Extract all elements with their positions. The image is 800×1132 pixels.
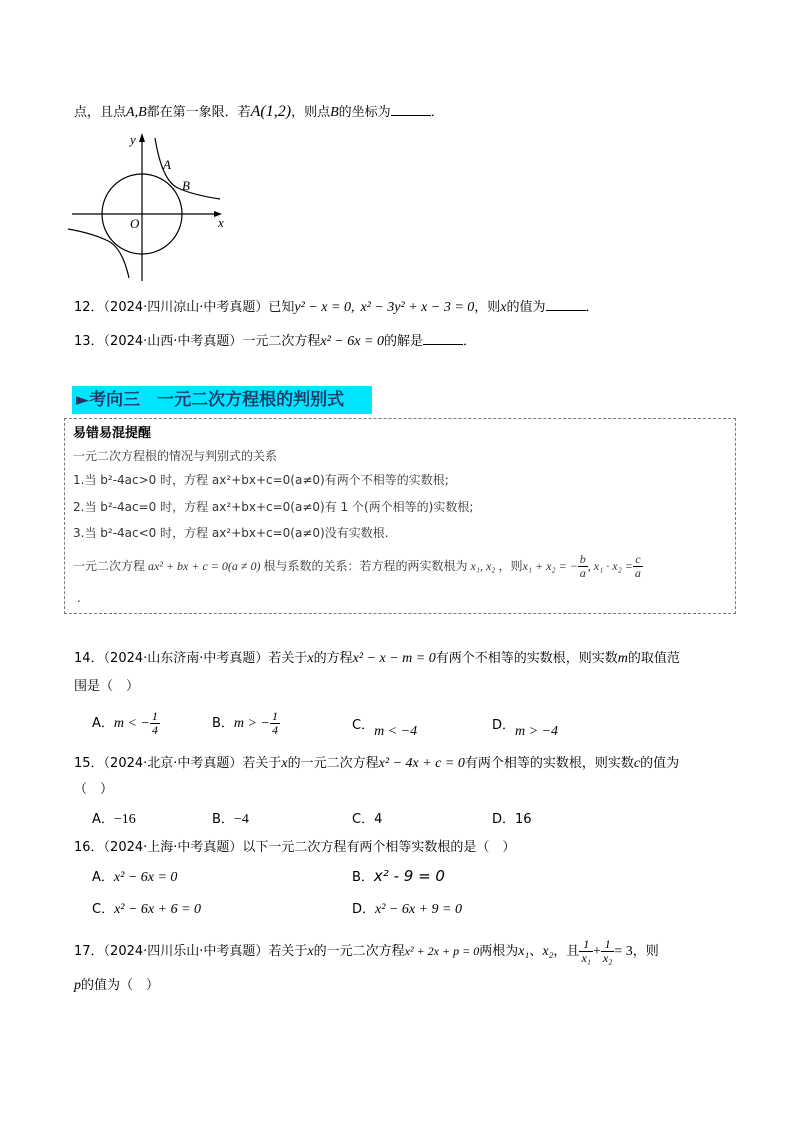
q13-eq: x² − 6x = 0 bbox=[320, 334, 384, 349]
q12-end: ． bbox=[585, 300, 599, 315]
option-label: C． bbox=[352, 718, 375, 733]
option-value: x² - 9 = 0 bbox=[373, 867, 445, 885]
frac-1-over-x1 bbox=[579, 938, 593, 965]
q14-eq: x² − x − m = 0 bbox=[352, 651, 436, 666]
frac-den: x₂ bbox=[602, 951, 613, 965]
q17-p: p bbox=[74, 978, 81, 993]
q17-number: 17． bbox=[74, 944, 104, 959]
option-value: m < −4 bbox=[374, 724, 418, 739]
warning-line4a: 一元二次方程 bbox=[73, 559, 146, 573]
q17-x1: x₁ bbox=[518, 944, 530, 959]
q16-option-c[interactable] bbox=[92, 898, 201, 918]
question-16 bbox=[74, 836, 515, 855]
q14-t4: 的取值范 bbox=[627, 651, 680, 666]
q16-option-a[interactable] bbox=[92, 866, 177, 886]
q11-ab: A,B bbox=[126, 105, 147, 120]
option-label: A． bbox=[92, 812, 114, 827]
q12-x: x bbox=[500, 300, 507, 315]
warning-line4b: 根与系数的关系：若方程的两实数根为 bbox=[263, 559, 468, 573]
warning-line4c: ，则 bbox=[498, 559, 523, 573]
frac-quarter bbox=[270, 710, 280, 737]
q14-t3: 有两个不相等的实数根，则实数 bbox=[435, 651, 618, 666]
q12-eq2: x² − 3y² + x − 3 = 0 bbox=[360, 300, 475, 315]
frac-a2: a bbox=[634, 566, 641, 580]
q16-t1: 以下一元二次方程有两个相等实数根的是（ ） bbox=[242, 840, 516, 855]
frac-1-over-x2 bbox=[601, 938, 615, 965]
warning-roots: x₁, x₂ bbox=[470, 559, 496, 573]
q12-t1: 已知 bbox=[268, 300, 295, 315]
q17-eq: x² + 2x + p = 0 bbox=[404, 944, 480, 958]
q11-t4: 的坐标为 bbox=[338, 105, 391, 120]
q14-option-d[interactable] bbox=[492, 714, 559, 739]
warning-line-3: 3.当 b²-4ac<0 时，方程 ax²+bx+c=0(a≠0)没有实数根. bbox=[73, 526, 389, 540]
q15-t3: 有两个相等的实数根，则实数 bbox=[464, 756, 634, 771]
q15-t2: 的一元二次方程 bbox=[287, 756, 379, 771]
option-label: B． bbox=[352, 870, 374, 885]
question-12 bbox=[74, 296, 599, 316]
q15-option-a[interactable] bbox=[92, 808, 136, 828]
q17-t3: 两根为 bbox=[479, 944, 519, 959]
q17-sep: 、 bbox=[529, 944, 543, 959]
q11-text bbox=[74, 101, 444, 121]
y-axis-arrow bbox=[139, 133, 145, 142]
q15-c: c bbox=[633, 756, 641, 771]
warning-heading: 易错易混提醒 bbox=[73, 426, 152, 441]
frac-den: 4 bbox=[151, 723, 158, 737]
q12-number: 12． bbox=[74, 300, 104, 315]
q14-line2: 围是（ ） bbox=[74, 679, 140, 694]
section-title: ►考向三 一元二次方程根的判别式 bbox=[72, 386, 372, 414]
option-value: m > − bbox=[233, 716, 270, 731]
question-17 bbox=[74, 938, 659, 965]
frac-num: 1 bbox=[271, 709, 278, 723]
option-label: A． bbox=[92, 716, 114, 731]
q11-t2: 都在第一象限．若 bbox=[146, 105, 251, 120]
q17-plus: + bbox=[592, 944, 601, 959]
option-value: −4 bbox=[233, 812, 249, 827]
frac-num: 1 bbox=[151, 709, 158, 723]
warning-line-2: 2.当 b²-4ac=0 时，方程 ax²+bx+c=0(a≠0)有 1 个(两个相等的)实数根; bbox=[73, 500, 474, 514]
q17-t4: ，且 bbox=[553, 944, 580, 959]
q13-source: （2024·山西·中考真题） bbox=[103, 334, 243, 349]
frac-num: 1 bbox=[579, 938, 593, 952]
frac-b-over-a bbox=[578, 553, 588, 580]
frac-c-over-a bbox=[633, 553, 643, 580]
frac-num: 1 bbox=[601, 938, 615, 952]
y-label: y bbox=[130, 132, 136, 147]
vieta-prod: , x₁ · x₂ = bbox=[587, 559, 633, 573]
q16-source: （2024·上海·中考真题） bbox=[103, 840, 243, 855]
frac-a: a bbox=[579, 566, 586, 580]
q11-apoint: A(1,2) bbox=[250, 103, 292, 120]
q17-t2: 的一元二次方程 bbox=[313, 944, 405, 959]
q11-end: ． bbox=[430, 105, 444, 120]
option-value: m < − bbox=[113, 716, 150, 731]
q11-b: B bbox=[330, 105, 339, 120]
q17-x: x bbox=[307, 944, 314, 959]
q14-option-a[interactable] bbox=[92, 710, 160, 737]
q16-option-b[interactable] bbox=[352, 866, 445, 885]
answer-blank[interactable] bbox=[546, 298, 586, 311]
q15-t4: 的值为 bbox=[640, 756, 680, 771]
q17-t5: ，则 bbox=[632, 944, 659, 959]
q12-t2: ，则 bbox=[474, 300, 501, 315]
point-b-label: B bbox=[182, 178, 190, 193]
q14-option-b[interactable] bbox=[212, 710, 280, 737]
q14-m: m bbox=[617, 651, 628, 666]
option-label: C． bbox=[92, 902, 115, 917]
x-label: x bbox=[218, 215, 224, 230]
warning-line-4 bbox=[73, 553, 643, 580]
option-label: D． bbox=[352, 902, 376, 917]
question-13 bbox=[74, 330, 476, 350]
q14-t2: 的方程 bbox=[313, 651, 353, 666]
origin-label: O bbox=[130, 216, 140, 231]
q15-t1: 若关于 bbox=[242, 756, 282, 771]
q14-number: 14． bbox=[74, 651, 104, 666]
q12-t3: 的值为 bbox=[506, 300, 546, 315]
warning-line4-eq: ax² + bx + c = 0(a ≠ 0) bbox=[148, 559, 261, 573]
option-value: m > −4 bbox=[515, 724, 559, 739]
q16-number: 16． bbox=[74, 840, 104, 855]
q11-t1: 点，且点 bbox=[74, 105, 127, 120]
q17-x2: x₂ bbox=[542, 944, 554, 959]
q13-t2: 的解是 bbox=[383, 334, 423, 349]
option-label: D． bbox=[492, 718, 516, 733]
warning-line-1: 1.当 b²-4ac>0 时，方程 ax²+bx+c=0(a≠0)有两个不相等的实数根; bbox=[73, 473, 449, 487]
option-label: B． bbox=[212, 716, 234, 731]
option-value: x² − 6x + 9 = 0 bbox=[375, 902, 462, 917]
q14-x: x bbox=[307, 651, 314, 666]
option-label: A． bbox=[92, 870, 114, 885]
option-value: x² − 6x + 6 = 0 bbox=[114, 902, 202, 917]
frac-den: x₁ bbox=[581, 951, 591, 965]
q17-source: （2024·四川乐山·中考真题） bbox=[103, 944, 269, 959]
q16-option-d[interactable] bbox=[352, 898, 462, 918]
q13-end: ． bbox=[462, 334, 476, 349]
q14-t1: 若关于 bbox=[268, 651, 308, 666]
frac-c: c bbox=[633, 553, 643, 567]
q17-line2 bbox=[74, 974, 159, 994]
q15-option-d[interactable] bbox=[492, 808, 532, 827]
question-15 bbox=[74, 752, 679, 772]
q15-line2: （ ） bbox=[74, 782, 114, 797]
q14-source: （2024·山东济南·中考真题） bbox=[103, 651, 269, 666]
option-label: D． bbox=[492, 812, 516, 827]
frac-den: 4 bbox=[271, 723, 278, 737]
option-label: B． bbox=[212, 812, 234, 827]
warning-line-0: 一元二次方程根的情况与判别式的关系 bbox=[73, 449, 278, 463]
q11-t3: ，则点 bbox=[291, 105, 331, 120]
q17-t6: 的值为（ ） bbox=[81, 978, 160, 993]
option-label: C． bbox=[352, 812, 375, 827]
hyperbola-branch-2 bbox=[68, 229, 129, 278]
option-value: x² − 6x = 0 bbox=[113, 870, 178, 885]
answer-blank[interactable] bbox=[391, 103, 431, 116]
q12-source: （2024·四川凉山·中考真题） bbox=[103, 300, 269, 315]
vieta-sum: x₁ + x₂ = − bbox=[522, 559, 578, 573]
q17-eq3: = 3 bbox=[614, 944, 633, 959]
q15-number: 15． bbox=[74, 756, 104, 771]
q15-source: （2024·北京·中考真题） bbox=[103, 756, 243, 771]
answer-blank[interactable] bbox=[423, 332, 463, 345]
q13-t1: 一元二次方程 bbox=[242, 334, 321, 349]
q12-eq1: y² − x = 0, bbox=[294, 300, 355, 315]
question-14 bbox=[74, 647, 680, 667]
q15-eq: x² − 4x + c = 0 bbox=[378, 756, 465, 771]
q15-x: x bbox=[281, 756, 288, 771]
q13-number: 13． bbox=[74, 334, 104, 349]
option-value: 4 bbox=[374, 812, 383, 827]
frac-quarter bbox=[150, 710, 160, 737]
warning-line-5: . bbox=[77, 591, 81, 605]
frac-b: b bbox=[579, 552, 586, 566]
q14-option-c[interactable] bbox=[352, 714, 418, 739]
point-a-label: A bbox=[163, 157, 171, 172]
circle-hyperbola-figure bbox=[68, 126, 238, 286]
q15-option-c[interactable] bbox=[352, 808, 382, 827]
q17-t1: 若关于 bbox=[268, 944, 308, 959]
q15-option-b[interactable] bbox=[212, 808, 249, 828]
warning-box bbox=[64, 418, 736, 614]
option-value: −16 bbox=[113, 812, 136, 827]
option-value: 16 bbox=[515, 812, 532, 827]
